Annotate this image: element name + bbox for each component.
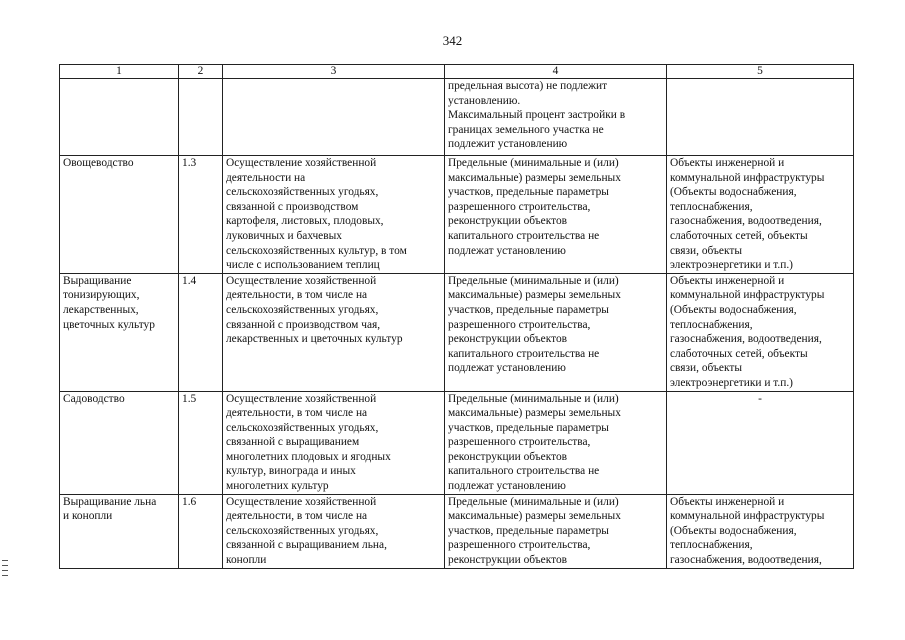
cell-text-line: картофеля, листовых, плодовых, (226, 215, 384, 228)
cell-text-line: газоснабжения, водоотведения, (670, 215, 822, 228)
cell-text-line: реконструкции объектов (448, 215, 568, 228)
cell-text-line: (Объекты водоснабжения, (670, 303, 797, 316)
row-code-cell (179, 391, 223, 494)
cell-text-line: Осуществление хозяйственной (226, 157, 377, 169)
cell-text-line: установлению. (448, 94, 521, 107)
cell-text-line: деятельности на (226, 171, 306, 184)
cell-text-line: коммунальной инфраструктуры (670, 289, 825, 302)
row-code-cell (179, 273, 223, 391)
cell-text-line: 1.4 (182, 274, 197, 287)
cell-text-line: подлежат установлению (448, 244, 566, 257)
row-name-cell (60, 79, 179, 156)
column-header-3: 3 (223, 65, 445, 79)
cell-text-line: лекарственных и цветочных культур (226, 333, 403, 346)
cell-text-line: Предельные (минимальные и (или) (448, 392, 619, 405)
cell-text-line: цветочных культур (63, 318, 155, 331)
cell-text-line: деятельности, в том числе на (226, 407, 368, 420)
cell-text-line: деятельности, в том числе на (226, 510, 368, 523)
cell-text-line: связанной с выращиванием льна, (226, 539, 387, 552)
row-description-cell (223, 391, 445, 494)
cell-text-line: луковичных и бахчевых (226, 229, 342, 242)
cell-text-line: теплоснабжения, (670, 539, 753, 552)
cell-text-line: (Объекты водоснабжения, (670, 186, 797, 199)
cell-text-line: предельная высота) не подлежит (448, 80, 608, 92)
cell-text-line: 1.3 (182, 157, 197, 169)
cell-text-line: максимальные) размеры земельных (448, 407, 621, 420)
cell-text-line: конопли (226, 554, 267, 567)
cell-text-line: разрешенного строительства, (448, 318, 591, 331)
cell-text-line: слаботочных сетей, объекты (670, 347, 808, 360)
cell-text-line: Осуществление хозяйственной (226, 392, 377, 405)
cell-text-line: капитального строительства не (448, 229, 600, 242)
cell-text-line: числе с использованием теплиц (226, 259, 380, 272)
row-code-cell (179, 494, 223, 568)
table-row (60, 273, 854, 391)
cell-text-line: Предельные (минимальные и (или) (448, 274, 619, 287)
cell-text-line: Осуществление хозяйственной (226, 274, 377, 287)
cell-text-line: тонизирующих, (63, 289, 140, 302)
cell-text-line: реконструкции объектов (448, 554, 568, 567)
cell-text-line: - (758, 392, 762, 405)
row-description-cell (223, 156, 445, 274)
cell-text-line: (Объекты водоснабжения, (670, 524, 797, 537)
cell-text-line: многолетних плодовых и ягодных (226, 450, 391, 463)
cell-text-line: Садоводство (63, 392, 125, 405)
table-row (60, 494, 854, 568)
cell-text-line: участков, предельные параметры (448, 524, 609, 537)
cell-text-line: теплоснабжения, (670, 318, 753, 331)
cell-text-line: слаботочных сетей, объекты (670, 229, 808, 242)
cell-text-line: капитального строительства не (448, 465, 600, 478)
cell-text-line: максимальные) размеры земельных (448, 510, 621, 523)
cell-text-line: подлежат установлению (448, 480, 566, 493)
cell-text-line: реконструкции объектов (448, 333, 568, 346)
cell-text-line: 1.6 (182, 495, 197, 508)
row-parameters-cell (445, 79, 667, 156)
cell-text-line: связанной с производством чая, (226, 318, 381, 331)
cell-text-line: Объекты инженерной и (670, 495, 785, 508)
header-row (60, 65, 854, 79)
row-name-cell (60, 494, 179, 568)
cell-text-line: подлежат установлению (448, 362, 566, 375)
cell-text-line: деятельности, в том числе на (226, 289, 368, 302)
table-row (60, 391, 854, 494)
row-description-cell (223, 494, 445, 568)
cell-text-line: Объекты инженерной и (670, 157, 785, 169)
cell-text-line: Предельные (минимальные и (или) (448, 495, 619, 508)
table-body (60, 79, 854, 569)
cell-text-line: связи, объекты (670, 362, 742, 375)
cell-text-line: сельскохозяйственных угодьях, (226, 524, 379, 537)
row-objects-cell (667, 79, 854, 156)
column-header-5: 5 (667, 65, 854, 79)
cell-text-line: разрешенного строительства, (448, 539, 591, 552)
cell-text-line: реконструкции объектов (448, 450, 568, 463)
row-name-cell (60, 156, 179, 274)
cell-text-line: электроэнергетики и т.п.) (670, 376, 793, 389)
cell-text-line: максимальные) размеры земельных (448, 171, 621, 184)
cell-text-line: коммунальной инфраструктуры (670, 171, 825, 184)
cell-text-line: и конопли (63, 510, 113, 523)
cell-text-line: связанной с производством (226, 200, 359, 213)
cell-text-line: многолетних культур (226, 480, 329, 493)
land-use-table (59, 64, 854, 569)
cell-text-line: культур, винограда и иных (226, 465, 356, 478)
row-parameters-cell (445, 494, 667, 568)
cell-text-line: разрешенного строительства, (448, 200, 591, 213)
cell-text-line: участков, предельные параметры (448, 303, 609, 316)
cell-text-line: капитального строительства не (448, 347, 600, 360)
cell-text-line: максимальные) размеры земельных (448, 289, 621, 302)
page-number: 342 (442, 33, 463, 48)
cell-text-line: газоснабжения, водоотведения, (670, 554, 822, 567)
cell-text-line: Выращивание льна (63, 495, 157, 508)
cell-text-line: сельскохозяйственных угодьях, (226, 303, 379, 316)
cell-text-line: разрешенного строительства, (448, 436, 591, 449)
cell-text-line: газоснабжения, водоотведения, (670, 333, 822, 346)
scan-margin-marks (2, 560, 8, 580)
column-header-1: 1 (60, 65, 179, 79)
cell-text-line: сельскохозяйственных культур, в том (226, 244, 407, 257)
row-objects-cell (667, 494, 854, 568)
column-header-4: 4 (445, 65, 667, 79)
cell-text-line: участков, предельные параметры (448, 186, 609, 199)
row-objects-cell (667, 391, 854, 494)
cell-text-line: лекарственных, (63, 303, 139, 316)
row-code-cell (179, 156, 223, 274)
cell-text-line: Предельные (минимальные и (или) (448, 157, 619, 169)
row-objects-cell (667, 156, 854, 274)
row-description-cell (223, 79, 445, 156)
row-parameters-cell (445, 391, 667, 494)
cell-text-line: теплоснабжения, (670, 200, 753, 213)
row-name-cell (60, 391, 179, 494)
column-header-2: 2 (179, 65, 223, 79)
cell-text-line: границах земельного участка не (448, 123, 604, 136)
cell-text-line: сельскохозяйственных угодьях, (226, 186, 379, 199)
row-name-cell (60, 273, 179, 391)
cell-text-line: Выращивание (63, 274, 132, 287)
row-code-cell (179, 79, 223, 156)
cell-text-line: Осуществление хозяйственной (226, 495, 377, 508)
cell-text-line: Овощеводство (63, 157, 134, 169)
row-parameters-cell (445, 273, 667, 391)
cell-text-line: участков, предельные параметры (448, 421, 609, 434)
cell-text-line: связи, объекты (670, 244, 742, 257)
row-objects-cell (667, 273, 854, 391)
cell-text-line: коммунальной инфраструктуры (670, 510, 825, 523)
cell-text-line: 1.5 (182, 392, 197, 405)
table-row (60, 156, 854, 274)
table-row (60, 79, 854, 156)
row-parameters-cell (445, 156, 667, 274)
row-description-cell (223, 273, 445, 391)
cell-text-line: Максимальный процент застройки в (448, 109, 626, 122)
cell-text-line: связанной с выращиванием (226, 436, 360, 449)
cell-text-line: подлежит установлению (448, 138, 568, 151)
cell-text-line: сельскохозяйственных угодьях, (226, 421, 379, 434)
cell-text-line: электроэнергетики и т.п.) (670, 259, 793, 272)
cell-text-line: Объекты инженерной и (670, 274, 785, 287)
